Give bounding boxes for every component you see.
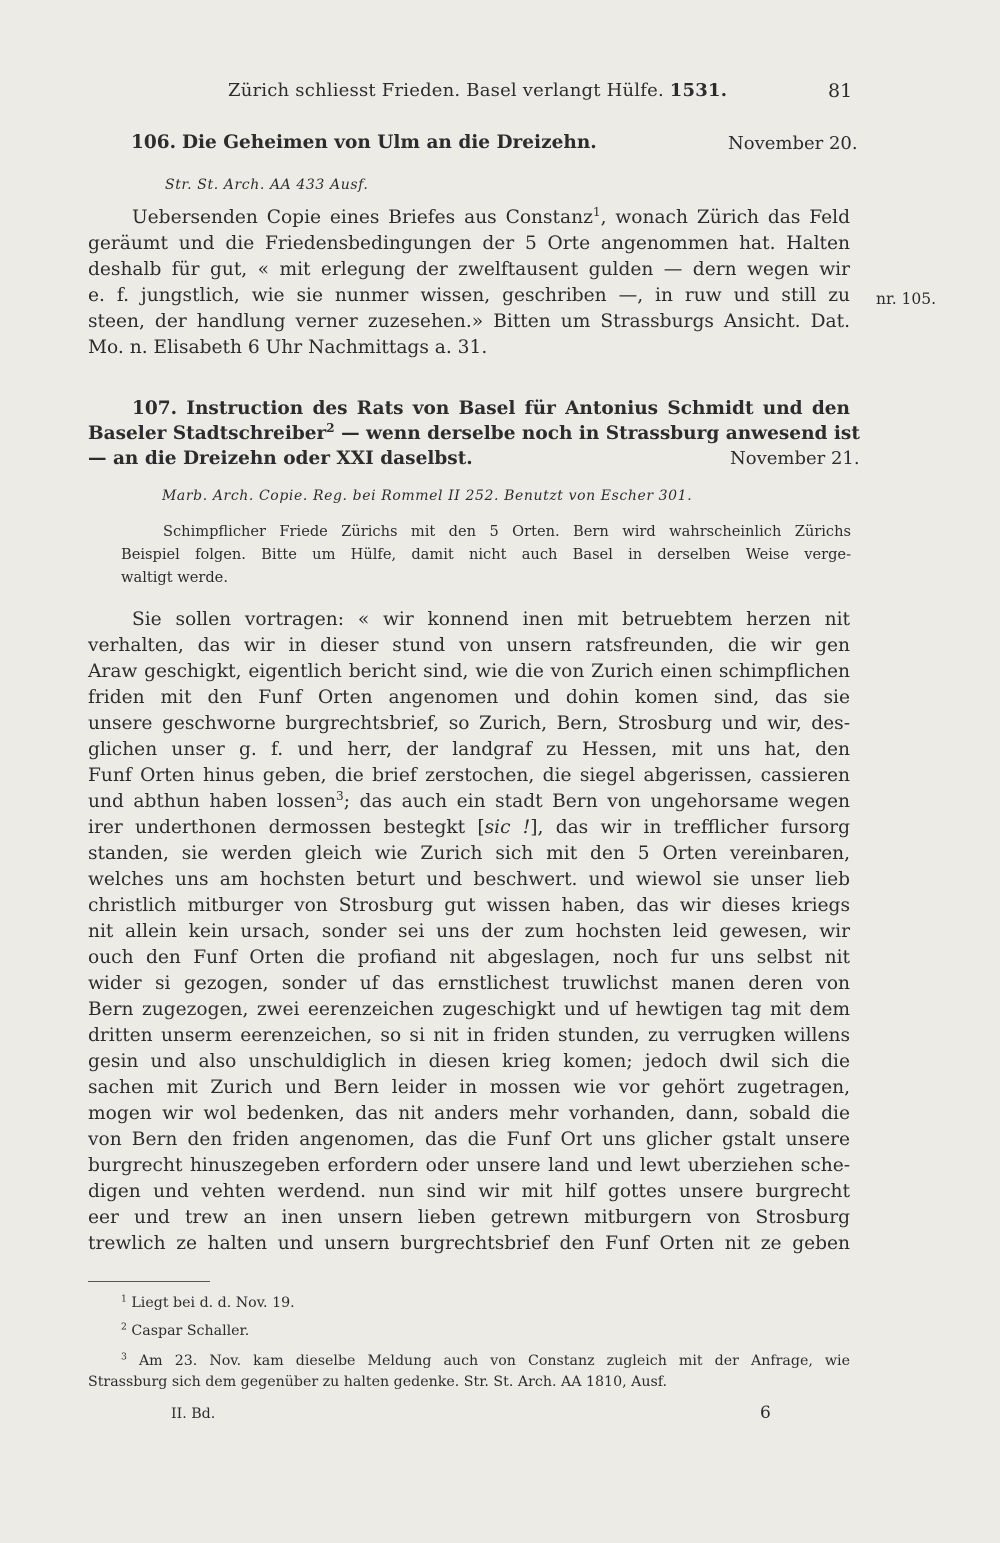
footnote-2: $^2$ Caspar Schaller. [121, 1321, 250, 1339]
footnote-ref-1: 1 [592, 204, 601, 219]
doc107-body [88, 607, 850, 1257]
body-line: von Bern den friden angenomen, das die Funf Ort uns glicher gstalt unsere [88, 1129, 850, 1150]
doc106-line: deshalb für gut, « mit erlegung der zwelftausent gulden — dern wegen wir [88, 259, 850, 280]
body-line: welches uns am hochsten beturt und beschwert. und wiewol sie unser lieb [88, 869, 850, 890]
doc106-line: steen, der handlung verner zuzesehen.» Bitten um Strassburgs Ansicht. Dat. [88, 311, 850, 332]
footnote-3: $^3$ Am 23. Nov. kam dieselbe Meldung auch von Constanz zugleich mit der Anfrage, wie Strassburg sich dem gegenüber zu halten gedenke. Str. St. Arch. AA 1810, Ausf. [88, 1351, 850, 1390]
doc107-heading: 107. Instruction des Rats von Basel für Antonius Schmidt und den Baseler Stadtschreiber$^2$ — wenn derselbe noch in Strassburg anwesend ist — an die Dreizehn oder XXI daselbst. [88, 398, 860, 469]
body-line: christlich mitburger von Strosburg gut wissen haben, das wir dieses kriegs [88, 895, 850, 916]
body-line: Sie sollen vortragen: « wir konnend inen mit betruebtem herzen nit [132, 609, 850, 630]
sheet-signature: 6 [760, 1403, 771, 1423]
doc106-line: geräumt und die Friedensbedingungen der 5 Orte angenommen hat. Halten [88, 233, 850, 254]
footnote-ref-2: 2 [326, 420, 335, 435]
body-line: unsere geschworne burgrechtsbrief, so Zurich, Bern, Strosburg und wir, des- [88, 713, 850, 734]
doc106-source: Str. St. Arch. AA 433 Ausf. [165, 177, 369, 193]
body-line: sachen mit Zurich und Bern leider in mossen wie vor gehört zugetragen, [88, 1077, 850, 1098]
body-line: Araw geschigkt, eigentlich bericht sind, wie die von Zurich einen schimpflichen [88, 661, 850, 682]
body-line: Funf Orten hinus geben, die brief zerstochen, die siegel abgerissen, cassieren [88, 765, 850, 786]
page-number: 81 [828, 80, 853, 102]
body-line: friden mit den Funf Orten angenomen und dohin komen sind, das sie [88, 687, 850, 708]
footnote-ref-3: 3 [336, 788, 344, 803]
running-head: Zürich schliesst Frieden. Basel verlangt Hülfe. 1531. [228, 80, 728, 101]
doc107-number: 107. [132, 398, 178, 419]
body-line: Bern zugezogen, zwei eerenzeichen zugeschigkt und uf hewtigen tag mit dem [88, 999, 850, 1020]
body-line: gesin und also unschuldiglich in diesen krieg komen; jedoch dwil sich die [88, 1051, 850, 1072]
body-line: standen, sie werden gleich wie Zurich sich mit den 5 Orten vereinbaren, [88, 843, 850, 864]
running-head-year: 1531. [669, 80, 728, 101]
doc107-date: November 21. [730, 448, 860, 469]
body-line: verhalten, das wir in dieser stund von unsern ratsfreunden, die wir gen [88, 635, 850, 656]
doc107-summary: Schimpflicher Friede Zürichs mit den 5 Orten. Bern wird wahrscheinlich Zürichs Beispiel folgen. Bitte um Hülfe, damit nicht auch Basel in derselben Weise verge- waltigt werde. [121, 523, 851, 586]
footnote-rule [88, 1281, 210, 1282]
volume-signature: II. Bd. [171, 1406, 216, 1422]
doc107-source: Marb. Arch. Copie. Reg. bei Rommel II 252. Benutzt von Escher 301. [162, 488, 693, 504]
margin-note: nr. 105. [876, 290, 937, 308]
body-line: burgrecht hinuszegeben erfordern oder unsere land und lewt uberziehen sche- [88, 1155, 850, 1176]
body-line: irer underthonen dermossen bestegkt [sic !], das wir in trefflicher fursorg [88, 817, 850, 838]
doc106-date: November 20. [728, 133, 858, 154]
doc107-title: Instruction des Rats von Basel für Antonius Schmidt und den [186, 398, 850, 419]
doc106-line: e. f. jungstlich, wie sie nunmer wissen, geschriben —, in ruw und still zu [88, 285, 850, 306]
doc106-line: Mo. n. Elisabeth 6 Uhr Nachmittags a. 31. [88, 337, 488, 358]
doc106-heading [131, 132, 597, 153]
body-line: glichen unser g. f. und herr, der landgraf zu Hessen, mit uns hat, den [88, 739, 850, 760]
sic-note: sic ! [484, 817, 531, 838]
body-line: und abthun haben lossen$^3$; das auch ein stadt Bern von ungehorsame wegen [88, 788, 850, 812]
doc106-title: Die Geheimen von Ulm an die Dreizehn. [181, 132, 597, 153]
body-line: nit allein kein ursach, sonder sei uns der zum hochsten leid gewesen, wir [88, 921, 850, 942]
doc106-body [88, 205, 850, 361]
body-line: ouch den Funf Orten die profiand nit abgeslagen, noch fur uns selbst nit [88, 947, 850, 968]
doc106-line: Uebersenden Copie eines Briefes aus Constanz$^1$, wonach Zürich das Feld [132, 204, 851, 228]
body-line: dritten unserm eerenzeichen, so si nit in friden stunden, zu verrugken willens [88, 1025, 850, 1046]
doc106-number: 106. [131, 132, 177, 153]
footnote-1: $^1$ Liegt bei d. d. Nov. 19. [121, 1293, 295, 1311]
body-line: eer und trew an inen unsern lieben getrewn mitburgern von Strosburg [88, 1207, 850, 1228]
body-line: trewlich ze halten und unsern burgrechtsbrief den Funf Orten nit ze geben [88, 1233, 850, 1254]
body-line: wider si gezogen, sonder uf das ernstlichest truwlichst manen deren von [88, 973, 850, 994]
body-line: mogen wir wol bedenken, das nit anders mehr vorhanden, dann, sobald die [88, 1103, 850, 1124]
body-line: digen und vehten werdend. nun sind wir mit hilf gottes unsere burgrecht [88, 1181, 850, 1202]
